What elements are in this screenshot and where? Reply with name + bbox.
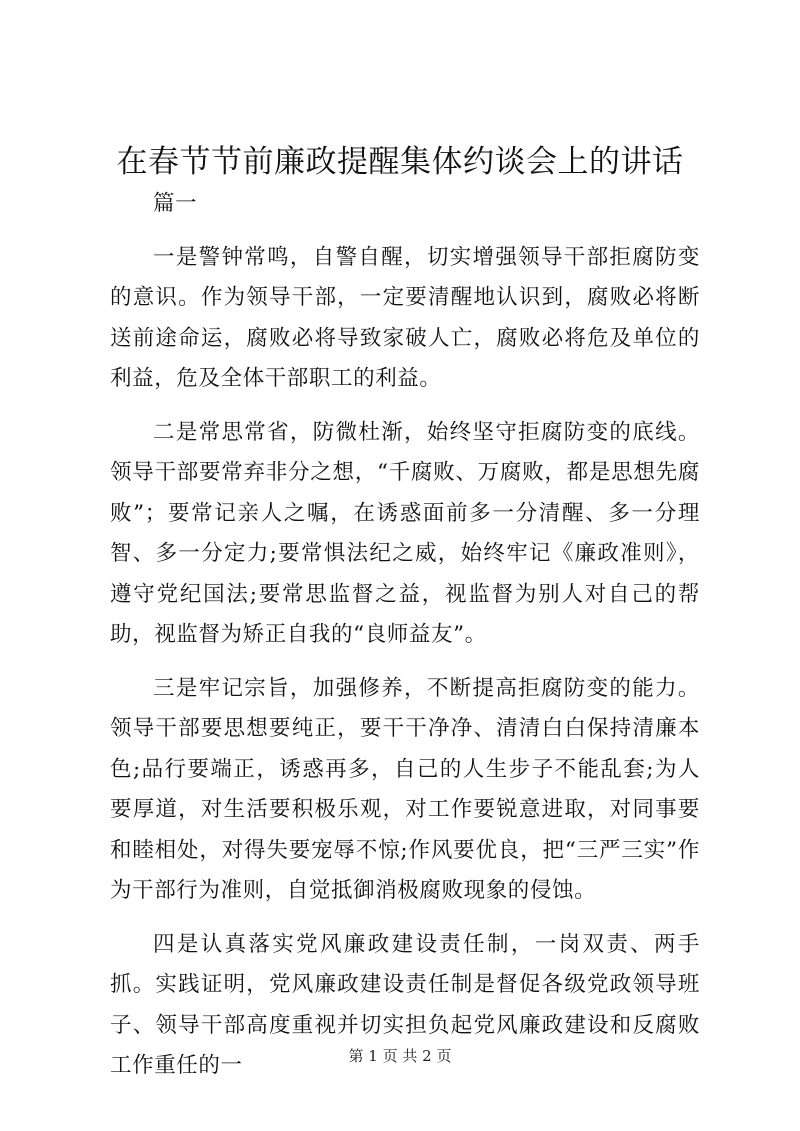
paragraph-2: 二是常思常省，防微杜渐，始终坚守拒腐防变的底线。领导干部要常弃非分之想，“千腐败、万腐败，都是思想先腐败”；要常记亲人之嘱，在诱惑面前多一分清醒、多一分理智、多一分定力;要常惧法纪之威，始终牢记《廉政准则》，遵守党纪国法;要常思监督之益，视监督为别人对自己的帮助，视监督为矫正自我的“良师益友”。 — [110, 419, 700, 647]
paragraph-4: 四是认真落实党风廉政建设责任制，一岗双责、两手抓。实践证明，党风廉政建设责任制是督促各级党政领导班子、领导干部高度重视并切实担负起党风廉政建设和反腐败工作重任的一 — [110, 931, 700, 1078]
page-number: 第 1 页 共 2 页 — [348, 1047, 452, 1065]
paragraph-1: 一是警钟常鸣，自警自醒，切实增强领导干部拒腐防变的意识。作为领导干部，一定要清醒地认识到，腐败必将断送前途命运，腐败必将导致家破人亡，腐败必将危及单位的利益，危及全体干部职工的利益。 — [110, 244, 700, 391]
paragraph-3: 三是牢记宗旨，加强修养，不断提高拒腐防变的能力。领导干部要思想要纯正，要干干净净、清清白白保持清廉本色;品行要端正，诱惑再多，自己的人生步子不能乱套;为人要厚道，对生活要积极乐观，对工作要锐意进取，对同事要和睦相处，对得失要宠辱不惊;作风要优良，把“三严三实”作为干部行为准则，自觉抵御消极腐败现象的侵蚀。 — [110, 675, 700, 903]
section-label: 篇一 — [153, 191, 198, 216]
document-title: 在春节节前廉政提醒集体约谈会上的讲话 — [116, 144, 684, 180]
document-body — [110, 184, 700, 1087]
